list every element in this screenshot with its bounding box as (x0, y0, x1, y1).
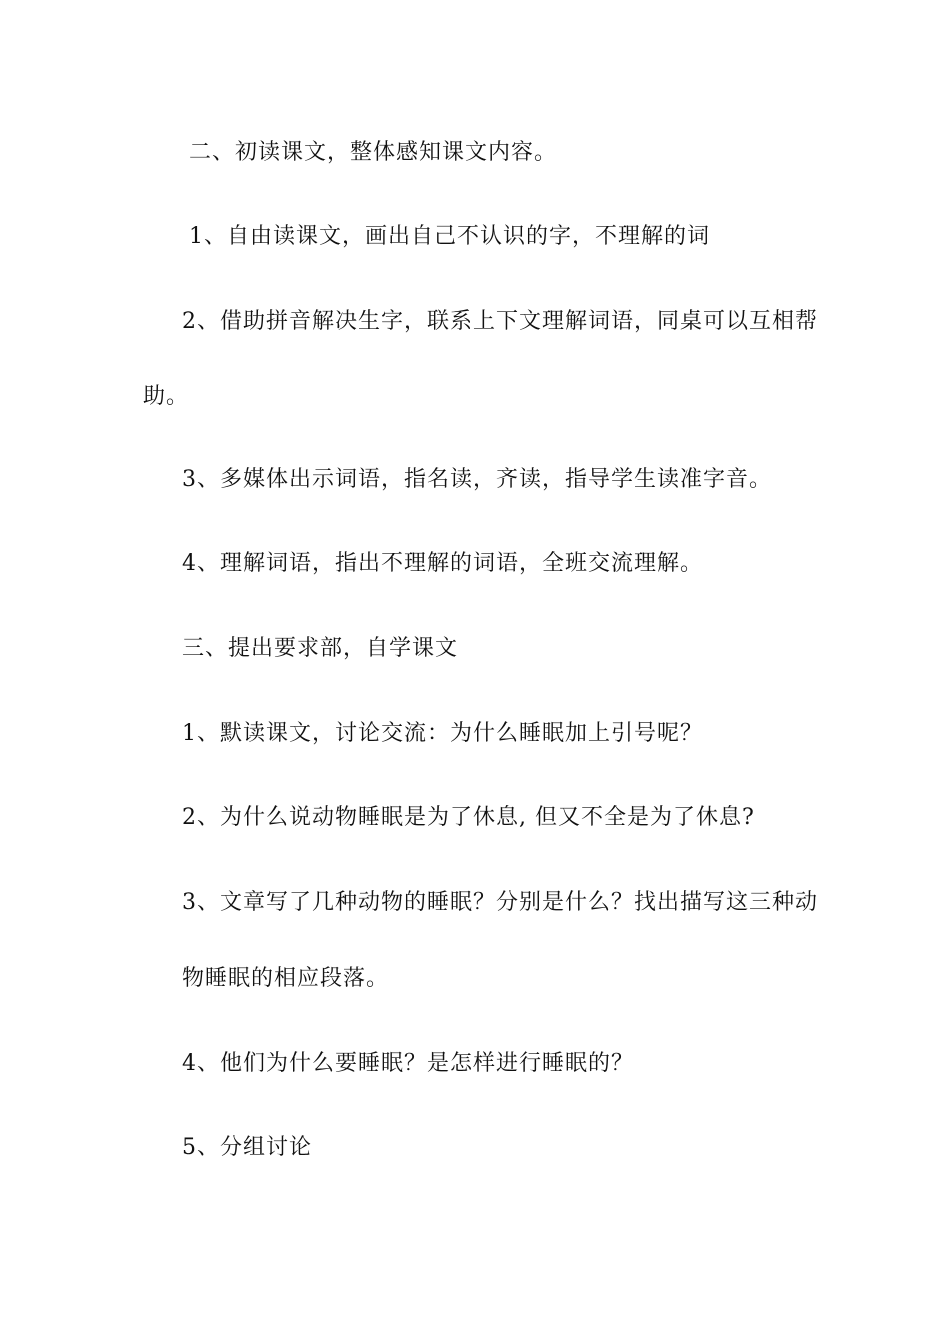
section-heading-3: 三、提出要求部，自学课文 (182, 636, 459, 661)
paragraph-line: 3、文章写了几种动物的睡眠？分别是什么？找出描写这三种动 (182, 890, 818, 915)
paragraph-line: 5、分组讨论 (182, 1135, 312, 1160)
paragraph-line: 2、借助拼音解决生字，联系上下文理解词语，同桌可以互相帮 (182, 309, 818, 334)
paragraph-line: 物睡眠的相应段落。 (182, 966, 390, 991)
section-heading-2: 二、初读课文，整体感知课文内容。 (189, 140, 558, 165)
paragraph-line: 4、理解词语，指出不理解的词语，全班交流理解。 (182, 551, 703, 576)
paragraph-line: 3、多媒体出示词语，指名读，齐读，指导学生读准字音。 (182, 467, 772, 492)
paragraph-line: 4、他们为什么要睡眠？是怎样进行睡眠的？ (182, 1051, 634, 1076)
paragraph-line: 2、为什么说动物睡眠是为了休息, 但又不全是为了休息? (182, 805, 755, 830)
paragraph-line: 1、默读课文，讨论交流：为什么睡眠加上引号呢？ (182, 721, 703, 746)
paragraph-line: 1、自由读课文，画出自己不认识的字，不理解的词 (189, 224, 710, 249)
paragraph-line: 助。 (143, 384, 190, 409)
